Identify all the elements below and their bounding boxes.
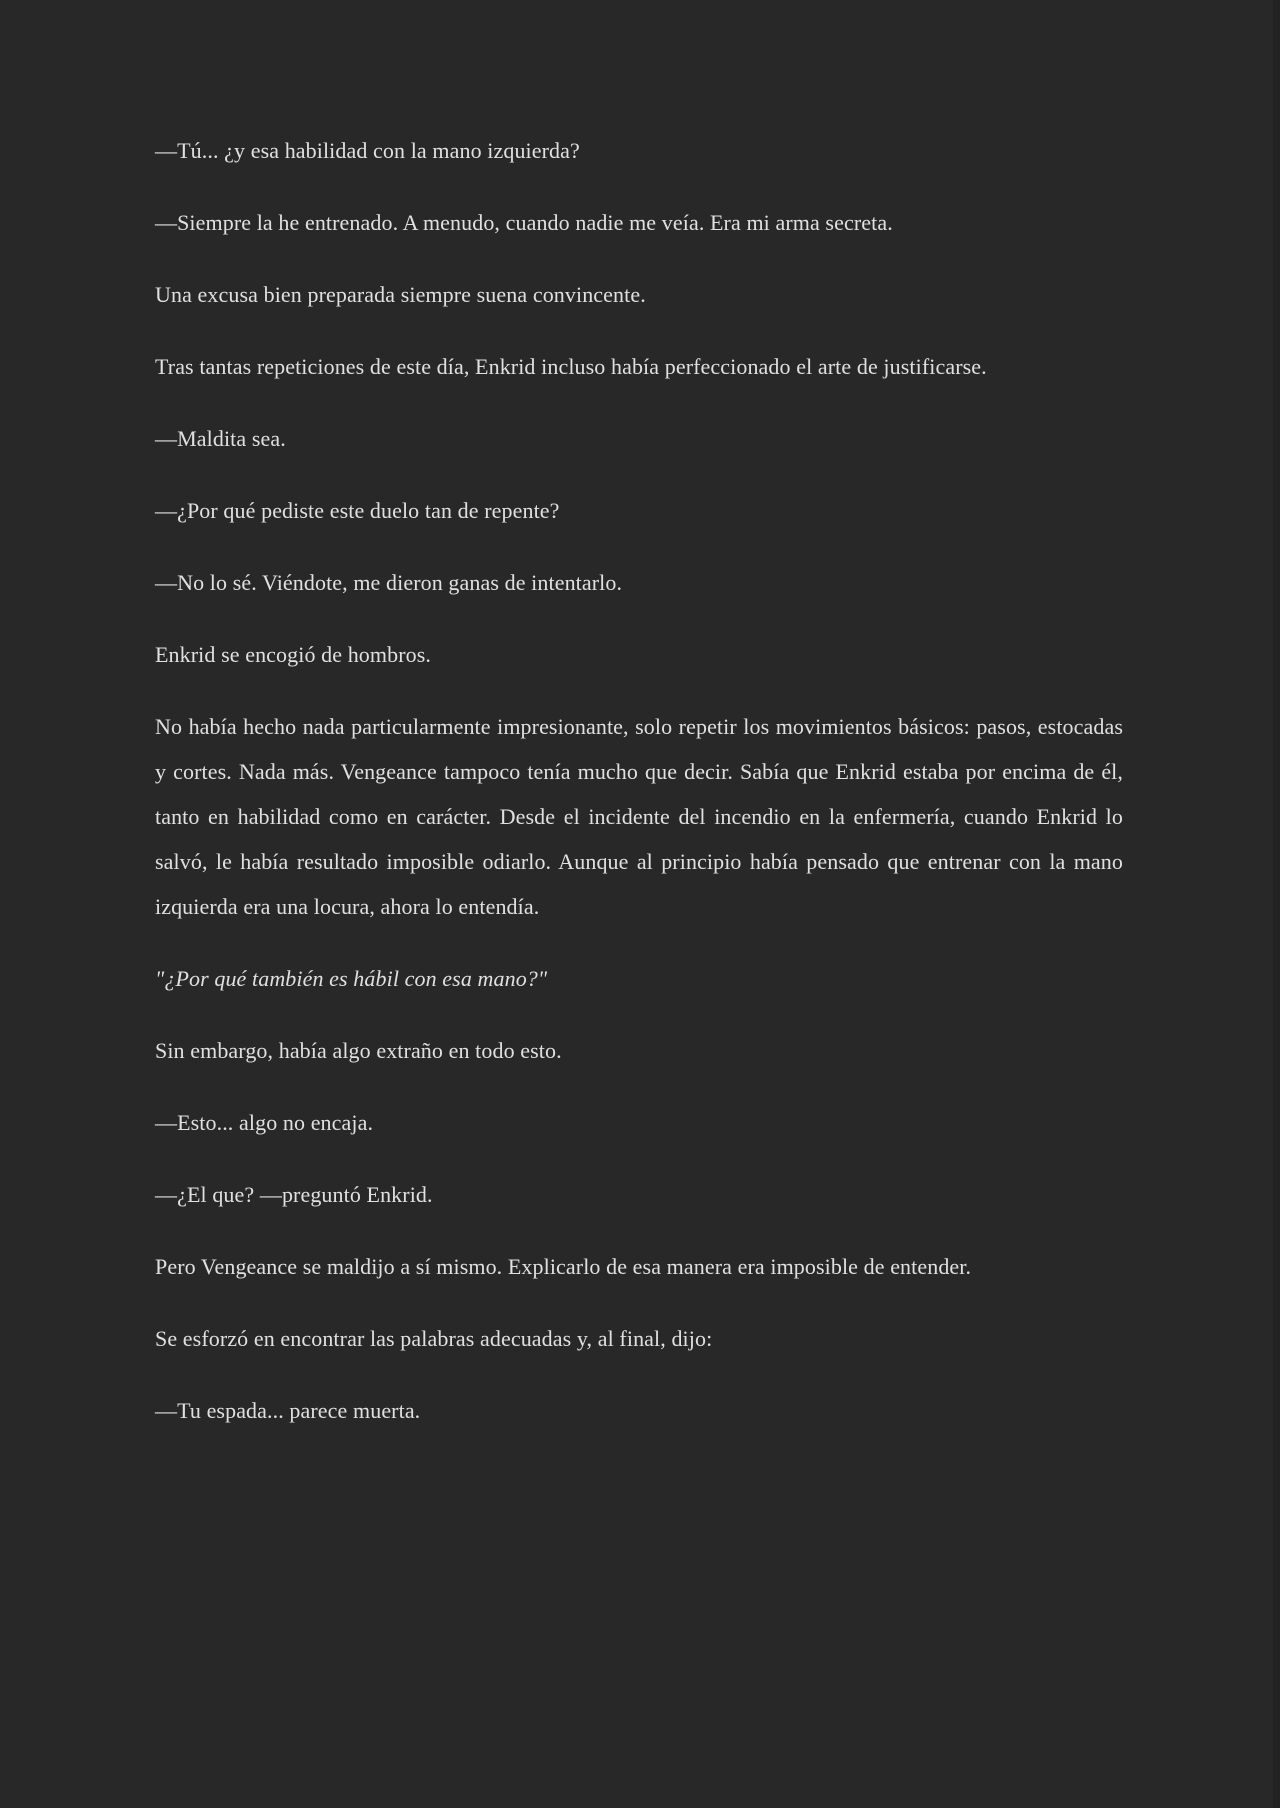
inner-thought-quote: "¿Por qué también es hábil con esa mano?": [155, 966, 548, 991]
scrollbar-track[interactable]: [1273, 0, 1280, 1808]
paragraph-dialogue: —¿El que? —preguntó Enkrid.: [155, 1182, 433, 1207]
reader-page: [155, 0, 1123, 1433]
paragraph-narration: Tras tantas repeticiones de este día, Enkrid incluso había perfeccionado el arte de justificarse.: [155, 354, 987, 379]
paragraph-narration: Una excusa bien preparada siempre suena convincente.: [155, 282, 646, 307]
paragraph-narration: Enkrid se encogió de hombros.: [155, 642, 432, 667]
paragraph-narration: Se esforzó en encontrar las palabras adecuadas y, al final, dijo:: [155, 1326, 713, 1351]
paragraph-narration: Pero Vengeance se maldijo a sí mismo. Explicarlo de esa manera era imposible de entender.: [155, 1254, 972, 1279]
paragraph-dialogue: —Maldita sea.: [155, 426, 286, 451]
paragraph-narration: Sin embargo, había algo extraño en todo esto.: [155, 1038, 562, 1063]
paragraph-dialogue: —No lo sé. Viéndote, me dieron ganas de intentarlo.: [155, 570, 623, 595]
paragraph-dialogue: —Esto... algo no encaja.: [155, 1110, 374, 1135]
paragraph-narration: No había hecho nada particularmente impresionante, solo repetir los movimientos básicos: pasos, estocadas y cortes. Nada más. Vengeance tampoco tenía mucho que decir. Sabía que Enkrid estaba por encima de él, tanto en habilidad como en carácter. Desde el incidente del incendio en la enfermería, cuando Enkrid lo salvó, le había resultado imposible odiarlo. Aunque al principio había pensado que entrenar con la mano izquierda era una locura, ahora lo entendía.: [155, 714, 1123, 919]
paragraph-dialogue: —Siempre la he entrenado. A menudo, cuando nadie me veía. Era mi arma secreta.: [155, 210, 893, 235]
paragraph-dialogue: —¿Por qué pediste este duelo tan de repente?: [155, 498, 560, 523]
paragraph-dialogue: —Tu espada... parece muerta.: [155, 1398, 421, 1423]
paragraph-dialogue: —Tú... ¿y esa habilidad con la mano izquierda?: [155, 138, 580, 163]
